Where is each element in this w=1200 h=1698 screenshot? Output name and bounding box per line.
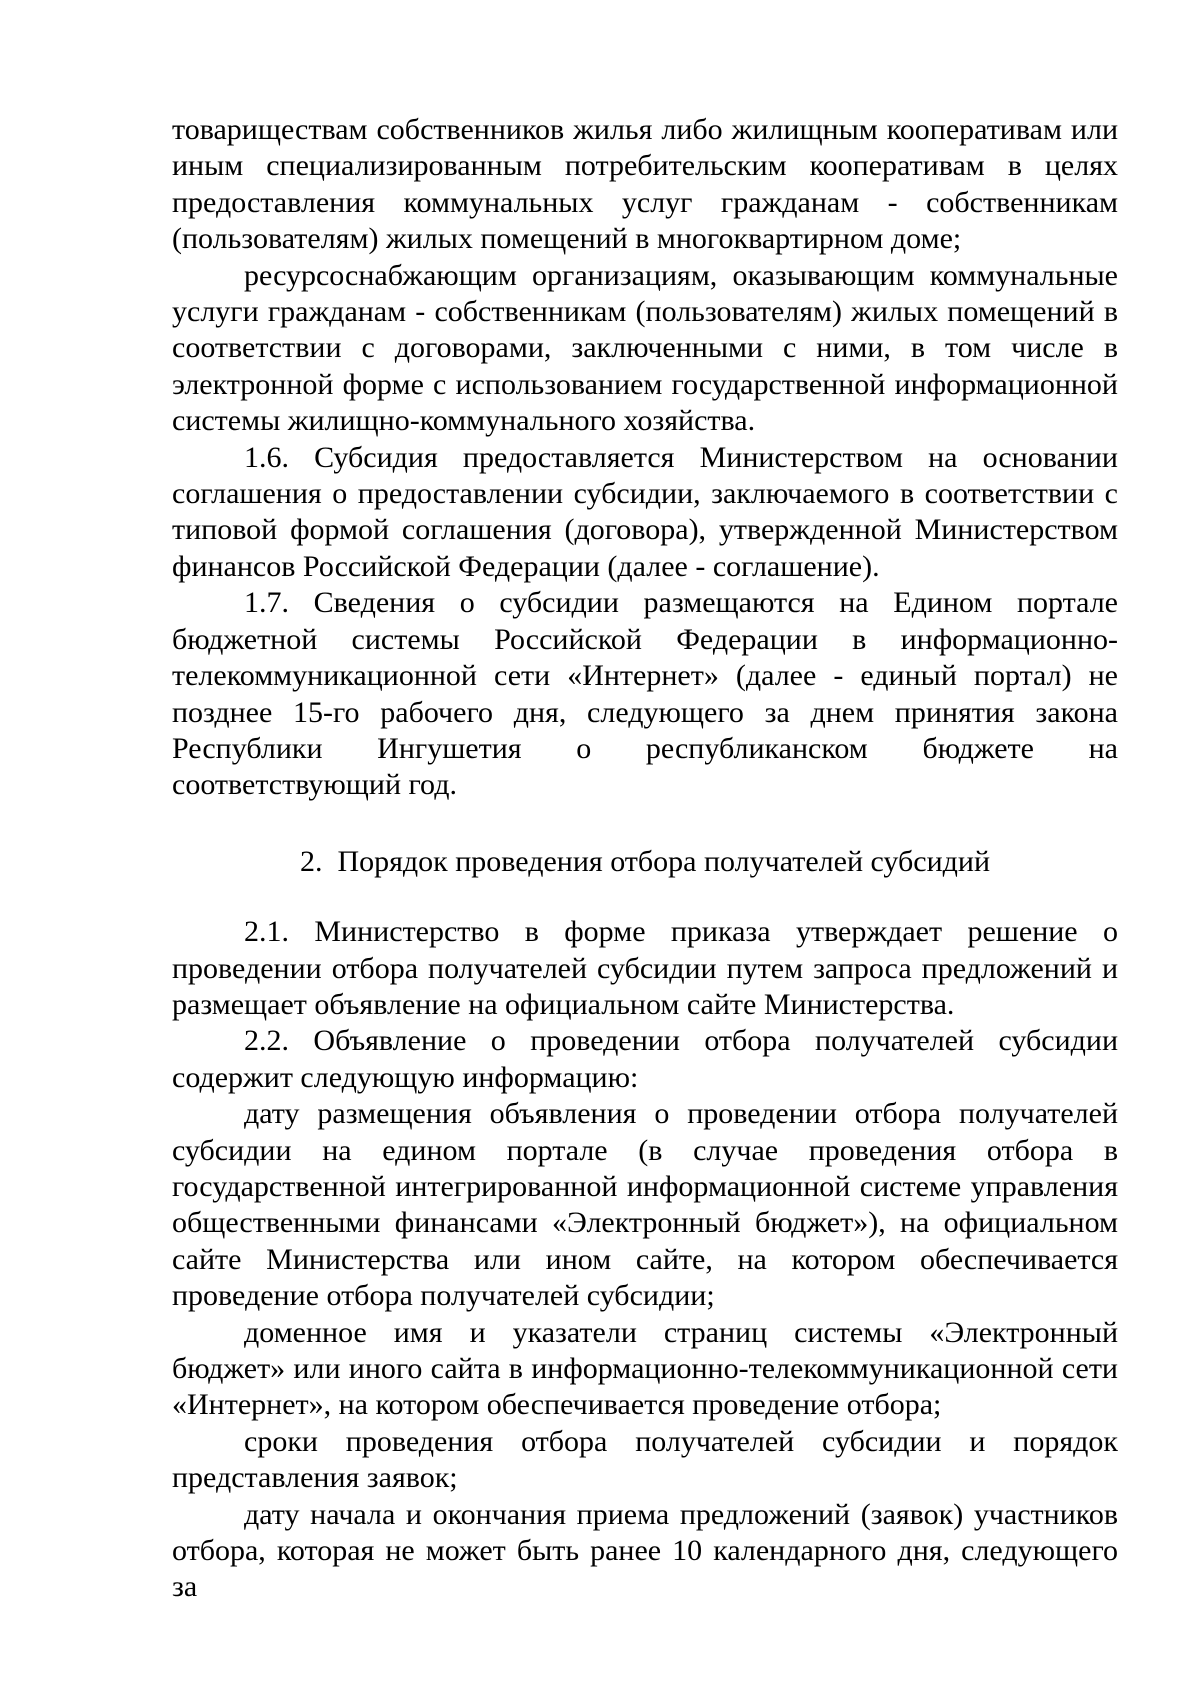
paragraph-resource-suppliers: ресурсоснабжающим организациям, оказывающим коммунальные услуги гражданам - собственникам (пользователям) жилых помещений в соответствии с договорами, заключенными с ними, в том числе в электронной форме с использованием государственной информационной системы жилищно-коммунального хозяйства. (172, 258, 1118, 438)
paragraph-partnerships: товариществам собственников жилья либо жилищным кооперативам или иным специализированным потребительским кооперативам в целях предоставления коммунальных услуг гражданам - собственникам (пользователям) жилых помещений в многоквартирном доме; (172, 113, 1118, 256)
paragraph-domain-name: доменное имя и указатели страниц системы «Электронный бюджет» или иного сайта в информационно-телекоммуникационной сети «Интернет», на котором обеспечивается проведение отбора; (172, 1315, 1118, 1422)
paragraph-selection-terms: сроки проведения отбора получателей субсидии и порядок представления заявок; (172, 1424, 1118, 1495)
paragraph-1-7: 1.7. Сведения о субсидии размещаются на Едином портале бюджетной системы Российской Федерации в информационно-телекоммуникационной сети «Интернет» (далее - единый портал) не позднее 15-го рабочего дня, следующего за днем принятия закона Республики Ингушетия о республиканском бюджете на соответствующий год. (172, 586, 1118, 802)
section-heading: 2. Порядок проведения отбора получателей субсидий (299, 844, 991, 878)
paragraph-1-6: 1.6. Субсидия предоставляется Министерством на основании соглашения о предоставлении субсидии, заключаемого в соответствии с типовой формой соглашения (договора), утвержденной Министерством финансов Российской Федерации (далее - соглашение). (172, 440, 1118, 583)
paragraph-2-1: 2.1. Министерство в форме приказа утверждает решение о проведении отбора получателей субсидии путем запроса предложений и размещает объявление на официальном сайте Министерства. (172, 915, 1118, 1021)
paragraph-2-2: 2.2. Объявление о проведении отбора получателей субсидии содержит следующую информацию: (172, 1024, 1118, 1094)
document-page (172, 112, 1118, 1606)
paragraph-announcement-date: дату размещения объявления о проведении отбора получателей субсидии на едином портале (в случае проведения отбора в государственной интегрированной информационной системе управления общественными финансами «Электронный бюджет»), на официальном сайте Министерства или ином сайте, на котором обеспечивается проведение отбора получателей субсидии; (172, 1097, 1118, 1313)
paragraph-application-dates: дату начала и окончания приема предложений (заявок) участников отбора, которая не может быть ранее 10 календарного дня, следующего за (172, 1497, 1118, 1604)
